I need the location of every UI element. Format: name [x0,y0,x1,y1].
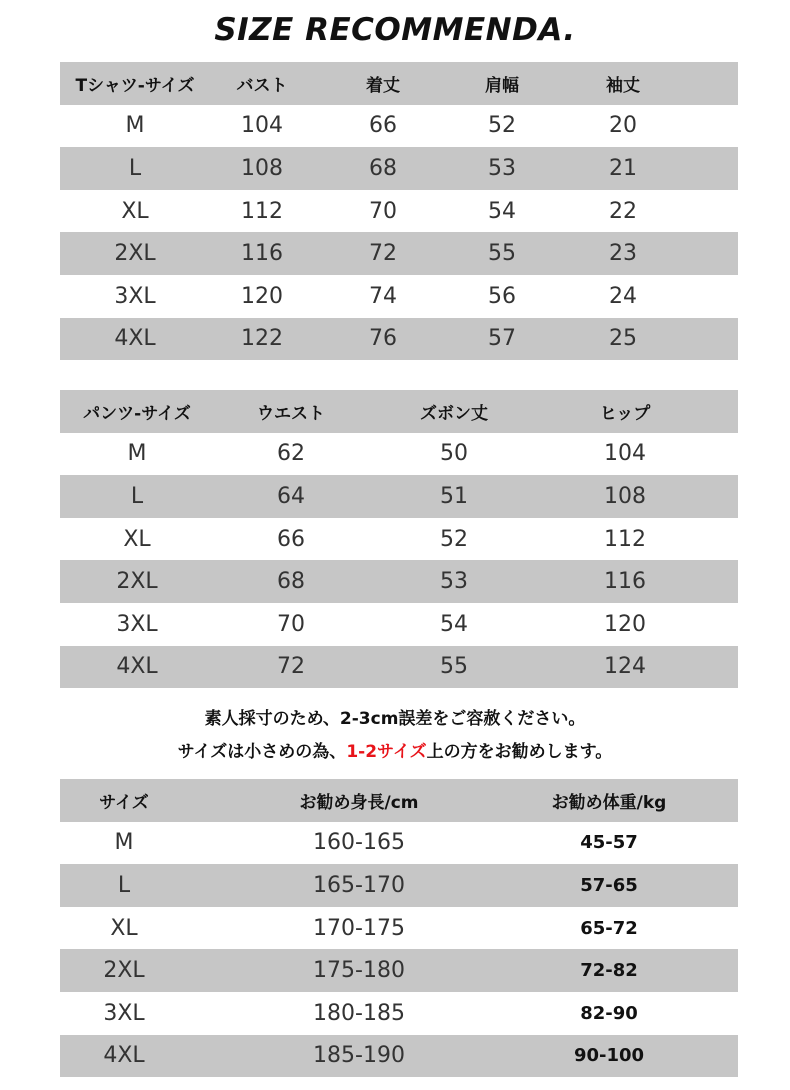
table-cell: 76 [369,326,397,352]
table-cell: 56 [488,283,516,309]
size-label: 2XL [103,958,145,984]
pants-size-table [60,390,738,688]
table-cell: 82-90 [580,1002,638,1024]
table-row [60,475,738,518]
size-label: L [117,872,131,898]
table-row [60,318,738,361]
table-cell: 122 [241,326,283,352]
table-cell: 185-190 [313,1043,405,1069]
size-label: XL [123,526,151,552]
table-cell: 62 [277,441,305,467]
shirt-header-cell: 着丈 [366,75,400,96]
page-title: SIZE RECOMMENDA. [214,12,576,48]
table-cell: 70 [369,198,397,224]
table-cell: 23 [609,241,637,267]
size-label: L [130,483,144,509]
pants-header-cell: ズボン丈 [420,403,488,424]
recommend-header-cell: お勧め体重/kg [551,792,667,813]
table-cell: 72-82 [580,960,638,982]
size-label: 4XL [114,326,156,352]
table-cell: 57-65 [580,874,638,896]
shirt-size-table [60,62,738,360]
table-cell: 45-57 [580,832,638,854]
table-cell: 160-165 [313,830,405,856]
table-cell: 65-72 [580,917,638,939]
size-label: XL [121,198,149,224]
table-cell: 165-170 [313,872,405,898]
size-advice-note [0,737,790,762]
size-label: XL [110,915,138,941]
table-row [60,147,738,190]
table-cell: 108 [604,483,646,509]
table-row [60,1035,738,1078]
table-row [60,232,738,275]
size-advice-highlight: 1-2サイズ [346,742,427,762]
table-cell: 25 [609,326,637,352]
table-cell: 53 [440,569,468,595]
size-label: 3XL [116,611,158,637]
table-cell: 124 [604,654,646,680]
table-cell: 112 [241,198,283,224]
table-cell: 120 [241,283,283,309]
table-cell: 72 [369,241,397,267]
pants-header-cell: パンツ-サイズ [83,403,191,424]
shirt-header-cell: Tシャツ-サイズ [75,75,195,96]
table-cell: 55 [440,654,468,680]
table-row [60,560,738,603]
table-cell: 24 [609,283,637,309]
table-cell: 54 [440,611,468,637]
table-row [60,275,738,318]
size-advice-pre: サイズは小さめの為、 [177,742,347,762]
table-cell: 22 [609,198,637,224]
table-cell: 52 [488,113,516,139]
table-row [60,105,738,148]
size-label: L [128,155,142,181]
table-cell: 57 [488,326,516,352]
table-cell: 51 [440,483,468,509]
table-cell: 53 [488,155,516,181]
shirt-header-row [60,62,738,105]
size-label: 3XL [103,1000,145,1026]
table-row [60,822,738,865]
table-cell: 180-185 [313,1000,405,1026]
size-advice-post: 上の方をお勧めします。 [426,742,613,762]
table-cell: 66 [277,526,305,552]
size-label: 3XL [114,283,156,309]
table-cell: 112 [604,526,646,552]
recommend-header-row [60,779,738,822]
measurement-note: 素人採寸のため、2-3cm誤差をご容赦ください。 [204,709,586,729]
table-cell: 120 [604,611,646,637]
table-row [60,518,738,561]
table-cell: 90-100 [573,1045,645,1067]
table-row [60,433,738,476]
size-label: 2XL [114,241,156,267]
recommend-header-cell: サイズ [99,792,149,813]
size-label: M [125,113,145,139]
table-cell: 72 [277,654,305,680]
shirt-header-cell: 袖丈 [606,75,640,96]
table-cell: 104 [241,113,283,139]
size-label: 4XL [103,1043,145,1069]
table-cell: 70 [277,611,305,637]
shirt-header-cell: 肩幅 [485,75,519,96]
table-row [60,949,738,992]
table-cell: 54 [488,198,516,224]
size-label: M [127,441,147,467]
shirt-header-cell: バスト [236,75,288,96]
table-cell: 108 [241,155,283,181]
table-row [60,190,738,233]
table-cell: 20 [609,113,637,139]
table-cell: 68 [369,155,397,181]
pants-header-cell: ヒップ [599,403,651,424]
pants-header-cell: ウエスト [257,403,325,424]
table-cell: 116 [604,569,646,595]
table-row [60,907,738,950]
table-cell: 104 [604,441,646,467]
table-cell: 170-175 [313,915,405,941]
size-label: 2XL [116,569,158,595]
table-row [60,646,738,689]
pants-header-row [60,390,738,433]
table-cell: 116 [241,241,283,267]
recommendation-table [60,779,738,1077]
size-label: 4XL [116,654,158,680]
recommend-header-cell: お勧め身長/cm [299,792,419,813]
table-row [60,992,738,1035]
table-cell: 64 [277,483,305,509]
size-label: M [114,830,134,856]
table-cell: 52 [440,526,468,552]
table-cell: 50 [440,441,468,467]
table-cell: 21 [609,155,637,181]
table-row [60,603,738,646]
table-cell: 55 [488,241,516,267]
table-row [60,864,738,907]
table-cell: 66 [369,113,397,139]
table-cell: 175-180 [313,958,405,984]
table-cell: 68 [277,569,305,595]
table-cell: 74 [369,283,397,309]
